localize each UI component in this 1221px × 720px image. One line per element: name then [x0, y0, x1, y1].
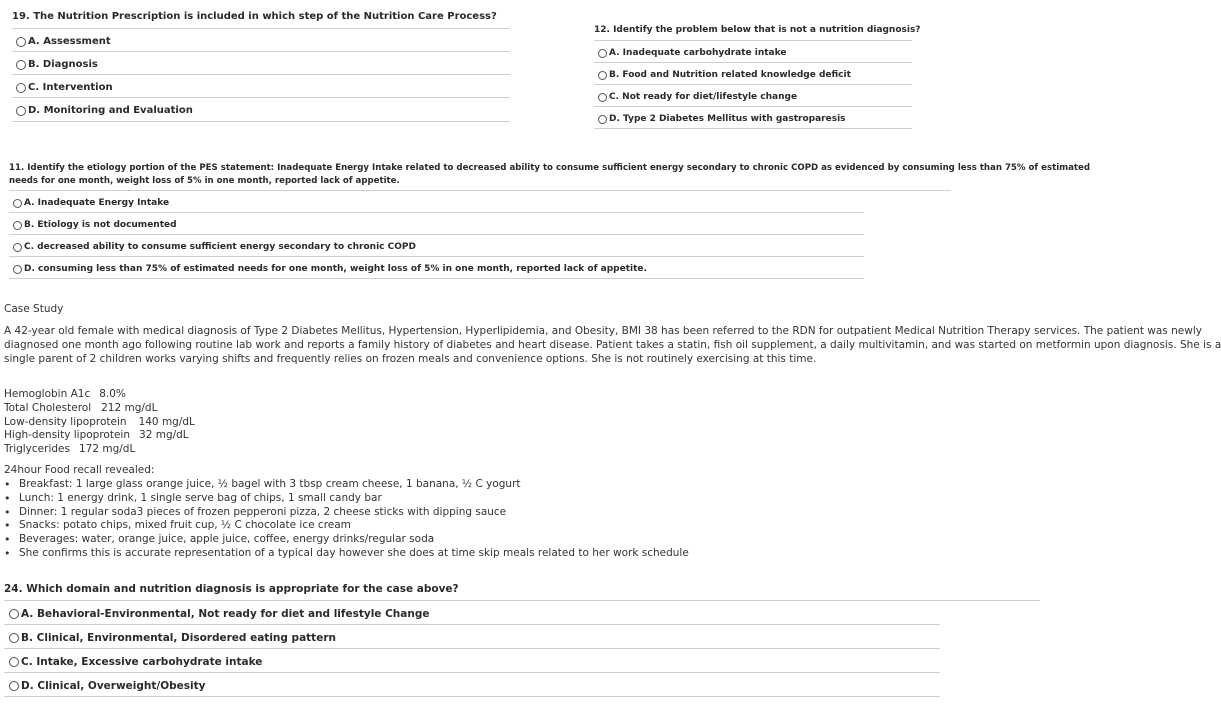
divider	[12, 28, 510, 29]
divider	[594, 62, 912, 63]
question-19-title: 19. The Nutrition Prescription is included in which step of the Nutrition Care Process?	[12, 11, 497, 22]
divider	[4, 624, 940, 625]
radio-button[interactable]	[598, 71, 607, 80]
q11-option-c[interactable]	[13, 242, 416, 252]
lab-name: High-density lipoprotein	[4, 429, 131, 442]
divider	[594, 40, 912, 41]
case-study-line-2: diagnosed one month ago following routine lab work and reports a family history of diabetes and heart disease. Patient takes a statin, fish oil supplement, a daily multivitamin, and was started on metformin upon diagnosis. She is a	[4, 338, 1221, 351]
option-label: C. decreased ability to consume sufficient energy secondary to chronic COPD	[24, 242, 416, 252]
radio-button[interactable]	[13, 199, 22, 208]
divider	[594, 128, 912, 129]
divider	[12, 51, 510, 52]
q19-option-a[interactable]	[16, 36, 111, 47]
radio-button[interactable]	[13, 221, 22, 230]
radio-button[interactable]	[13, 265, 22, 274]
option-label: A. Behavioral-Environmental, Not ready for diet and lifestyle Change	[21, 608, 430, 620]
option-label: A. Assessment	[28, 36, 111, 47]
option-label: D. consuming less than 75% of estimated needs for one month, weight loss of 5% in one month, reported lack of appetite.	[24, 264, 647, 274]
option-label: D. Clinical, Overweight/Obesity	[21, 680, 206, 692]
divider	[4, 672, 940, 673]
option-label: C. Intake, Excessive carbohydrate intake	[21, 656, 263, 668]
q12-option-c[interactable]	[598, 92, 797, 102]
radio-button[interactable]	[598, 49, 607, 58]
divider	[9, 212, 864, 213]
option-label: B. Food and Nutrition related knowledge deficit	[609, 70, 851, 80]
radio-button[interactable]	[16, 106, 26, 116]
case-study-heading: Case Study	[4, 303, 64, 315]
food-recall-heading: 24hour Food recall revealed:	[4, 464, 155, 476]
lab-row	[4, 416, 195, 430]
question-12-title: 12. Identify the problem below that is not a nutrition diagnosis?	[594, 25, 921, 35]
divider	[4, 696, 940, 697]
list-item: • Breakfast: 1 large glass orange juice, ½ bagel with 3 tbsp cream cheese, 1 banana, ½ C yogurt	[4, 478, 689, 492]
lab-row	[4, 388, 195, 402]
list-item: • Lunch: 1 energy drink, 1 single serve bag of chips, 1 small candy bar	[4, 492, 689, 506]
case-study-line-1: A 42-year old female with medical diagnosis of Type 2 Diabetes Mellitus, Hypertension, Hyperlipidemia, and Obesity, BMI 38 has been referred to the RDN for outpatient Medical Nutrition Therapy services. The patient was newly	[4, 325, 1202, 337]
divider	[9, 234, 864, 235]
lab-name: Triglycerides	[4, 443, 70, 456]
lab-row	[4, 402, 195, 416]
radio-button[interactable]	[13, 243, 22, 252]
option-label: B. Etiology is not documented	[24, 220, 177, 230]
radio-button[interactable]	[16, 60, 26, 70]
radio-button[interactable]	[16, 37, 26, 47]
divider	[594, 84, 912, 85]
option-label: A. Inadequate Energy Intake	[24, 198, 170, 208]
divider	[594, 106, 912, 107]
divider	[4, 648, 940, 649]
divider	[12, 97, 510, 98]
question-11-title-line-1: 11. Identify the etiology portion of the PES statement: Inadequate Energy Intake related to decreased ability to consume sufficient energy secondary to chronic COPD as evidenced by consuming less than 75% of estimated	[9, 163, 1090, 173]
lab-row	[4, 429, 195, 443]
lab-value: 212 mg/dL	[101, 401, 158, 414]
divider	[9, 278, 864, 279]
divider	[9, 256, 864, 257]
list-item: • Dinner: 1 regular soda3 pieces of frozen pepperoni pizza, 2 cheese sticks with dipping sauce	[4, 506, 689, 520]
option-label: C. Not ready for diet/lifestyle change	[609, 92, 798, 102]
case-study-line-3: single parent of 2 children works varying shifts and frequently relies on frozen meals and convenience options. She is not routinely exercising at this time.	[4, 352, 817, 365]
question-24-title: 24. Which domain and nutrition diagnosis is appropriate for the case above?	[4, 583, 459, 595]
lab-name: Hemoglobin A1c	[4, 388, 91, 400]
case-study-paragraph	[4, 325, 1221, 366]
q19-option-b[interactable]	[16, 59, 98, 70]
q11-option-b[interactable]	[13, 220, 177, 230]
q24-option-d[interactable]	[9, 680, 206, 692]
q24-option-c[interactable]	[9, 656, 262, 668]
option-label: C. Intervention	[28, 82, 113, 93]
lab-row	[4, 443, 195, 457]
lab-name: Total Cholesterol	[4, 401, 92, 414]
divider	[4, 600, 1040, 601]
radio-button[interactable]	[9, 609, 19, 619]
lab-value: 32 mg/dL	[139, 429, 189, 442]
list-item: • Snacks: potato chips, mixed fruit cup, ½ C chocolate ice cream	[4, 519, 689, 533]
q19-option-d[interactable]	[16, 105, 193, 116]
q12-option-a[interactable]	[598, 48, 786, 58]
option-label: D. Monitoring and Evaluation	[28, 105, 193, 116]
question-11-title-line-2: needs for one month, weight loss of 5% in one month, reported lack of appetite.	[9, 175, 400, 186]
lab-name: Low-density lipoprotein	[4, 415, 127, 428]
option-label: B. Clinical, Environmental, Disordered eating pattern	[21, 632, 336, 644]
radio-button[interactable]	[9, 681, 19, 691]
q24-option-a[interactable]	[9, 608, 429, 620]
lab-value: 140 mg/dL	[138, 415, 195, 428]
q11-option-d[interactable]	[13, 264, 647, 274]
lab-value: 8.0%	[99, 388, 126, 400]
q12-option-d[interactable]	[598, 114, 846, 124]
radio-button[interactable]	[598, 115, 607, 124]
option-label: B. Diagnosis	[28, 59, 98, 70]
food-recall-list	[4, 478, 689, 561]
q12-option-b[interactable]	[598, 70, 851, 80]
q24-option-b[interactable]	[9, 632, 336, 644]
divider	[12, 74, 510, 75]
option-label: A. Inadequate carbohydrate intake	[609, 48, 787, 58]
q11-option-a[interactable]	[13, 198, 169, 208]
list-item: • She confirms this is accurate representation of a typical day however she does at time skip meals related to her work schedule	[4, 547, 689, 561]
option-label: D. Type 2 Diabetes Mellitus with gastroparesis	[609, 114, 846, 124]
q19-option-c[interactable]	[16, 82, 113, 93]
radio-button[interactable]	[9, 657, 19, 667]
lab-values	[4, 388, 195, 457]
lab-value: 172 mg/dL	[78, 443, 136, 456]
question-11-title	[9, 162, 1090, 187]
list-item: • Beverages: water, orange juice, apple juice, coffee, energy drinks/regular soda	[4, 533, 689, 547]
divider	[9, 190, 951, 191]
radio-button[interactable]	[9, 633, 19, 643]
radio-button[interactable]	[16, 83, 26, 93]
radio-button[interactable]	[598, 93, 607, 102]
divider	[12, 121, 510, 122]
